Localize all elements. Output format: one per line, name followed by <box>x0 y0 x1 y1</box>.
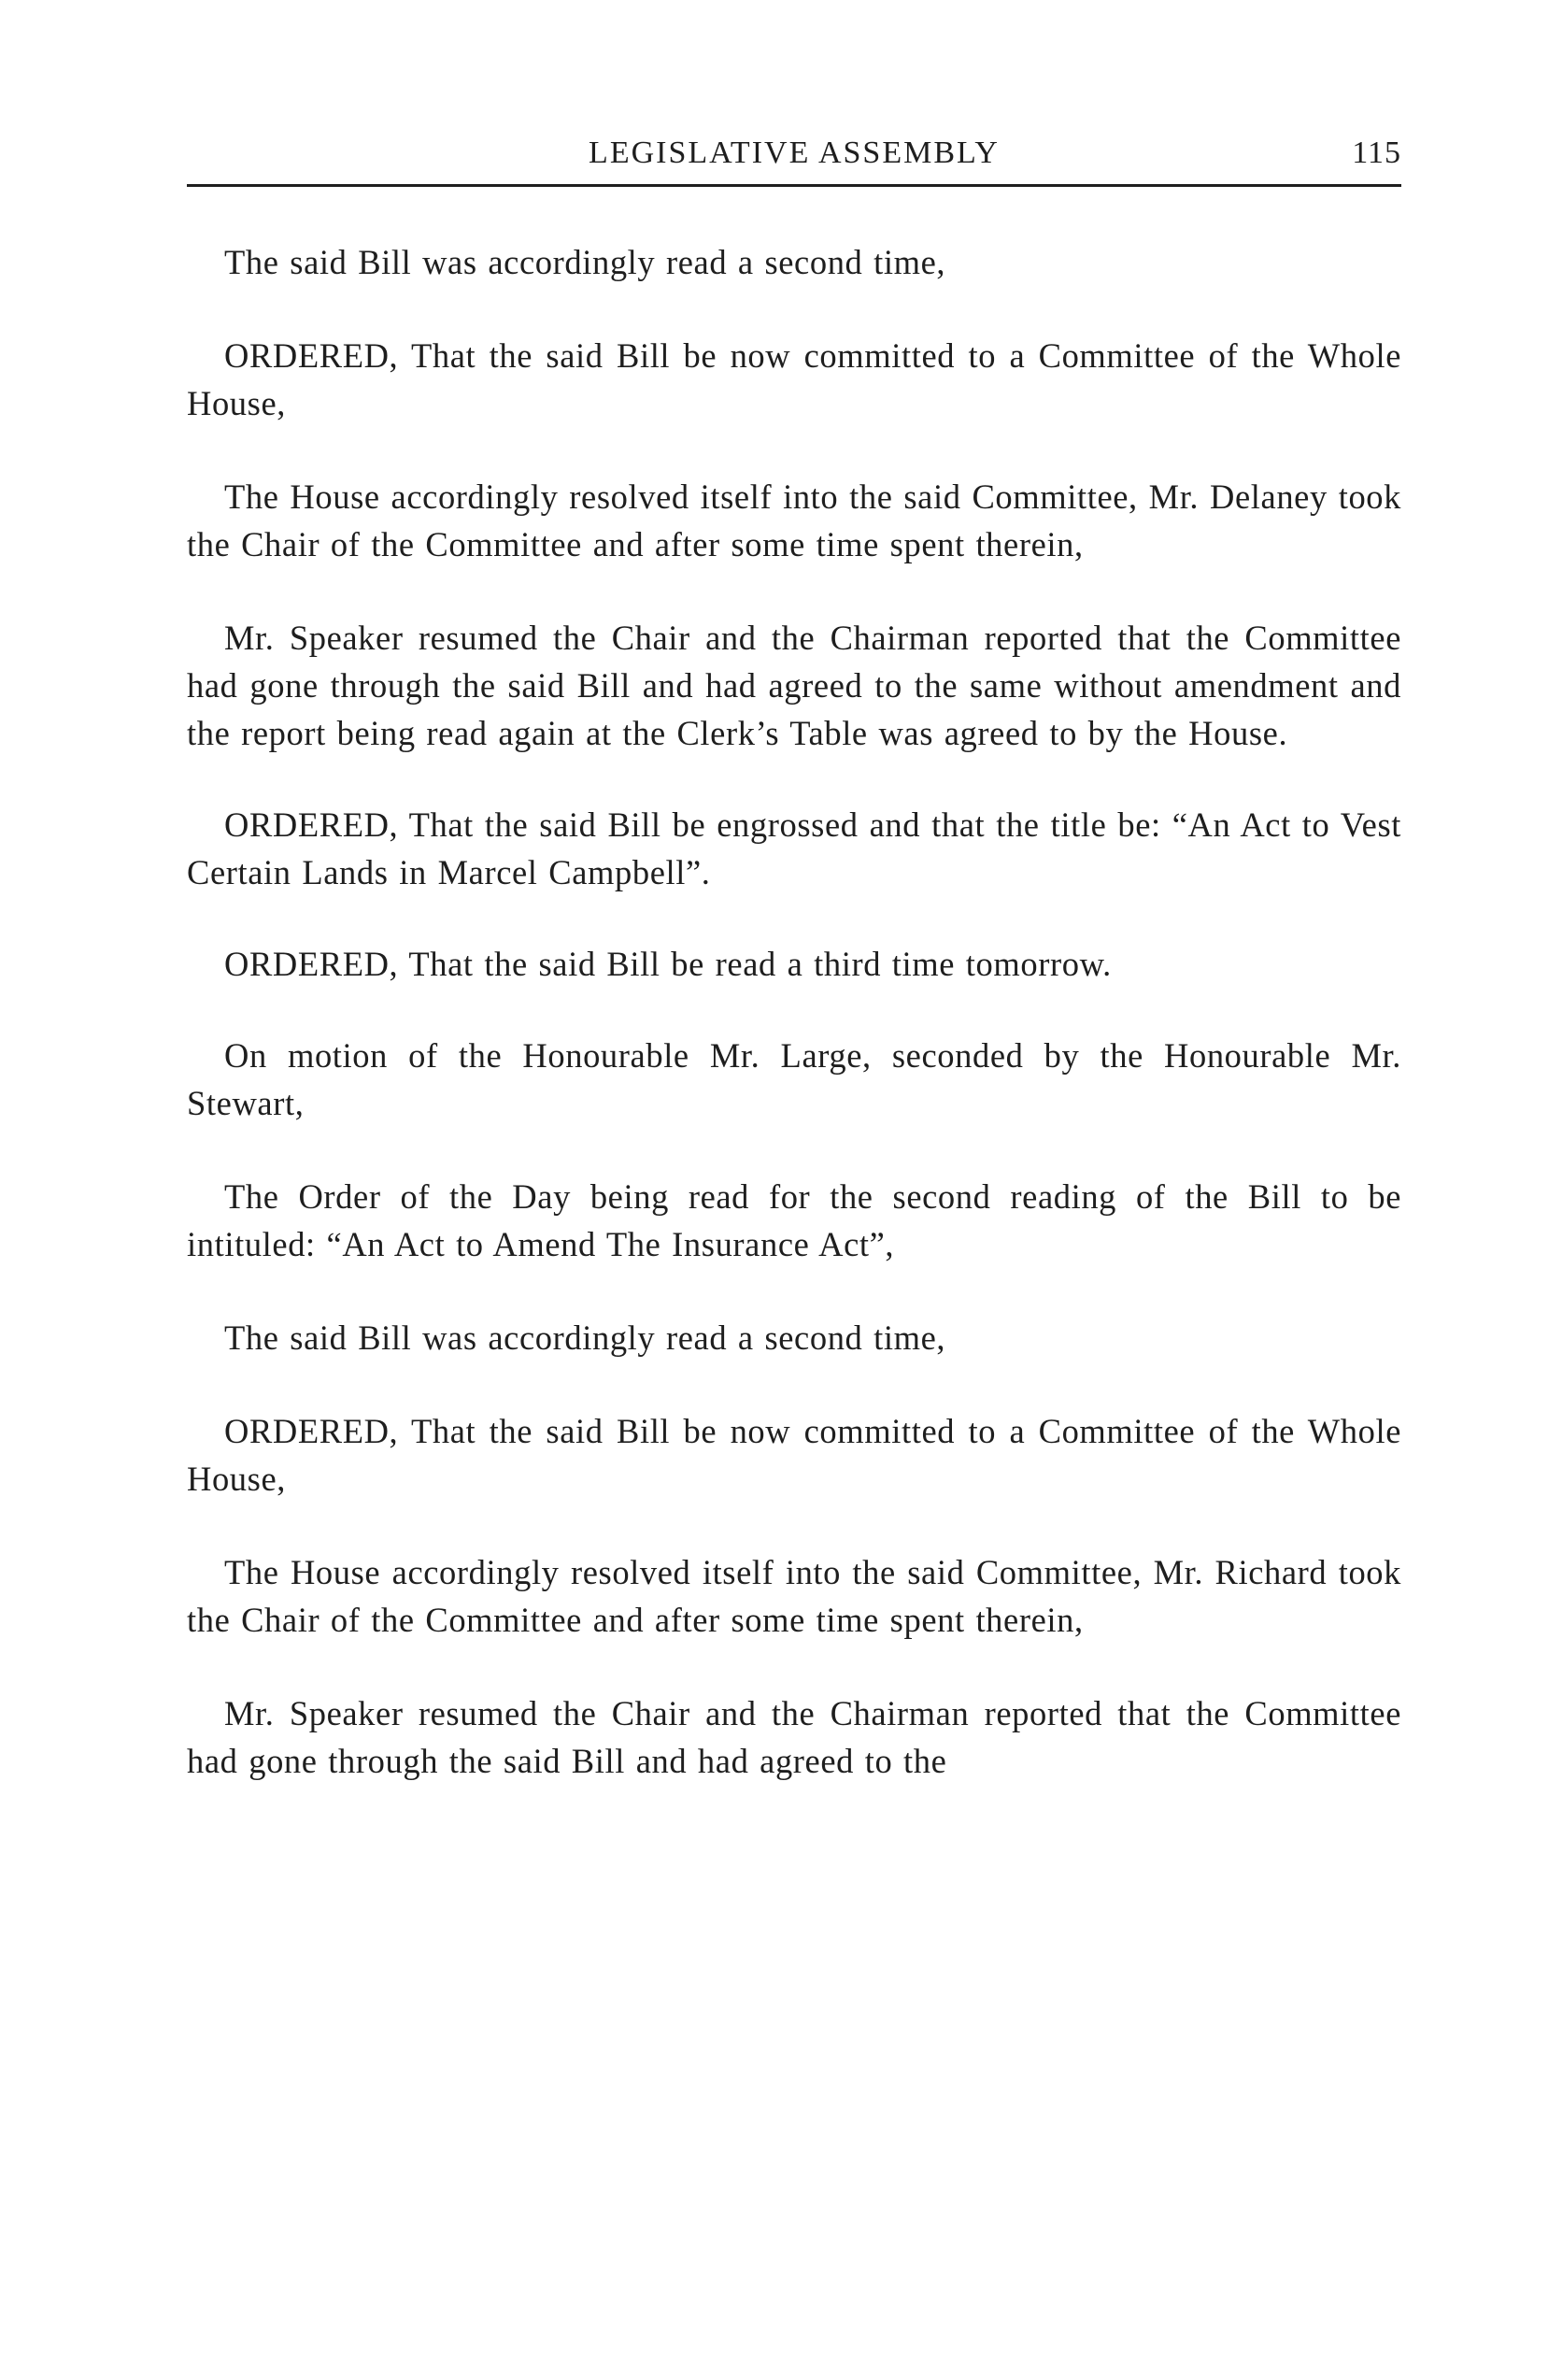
paragraph-second-reading-2: The said Bill was accordingly read a second time, <box>224 1318 946 1357</box>
paragraph-engrossed: ORDERED, That the said Bill be engrossed and that the title be: “An Act to Vest Certain Lands in Marcel Campbell”. <box>187 805 1401 891</box>
page-number: 115 <box>1352 135 1401 170</box>
paragraph-third-reading: ORDERED, That the said Bill be read a third time tomorrow. <box>224 945 1112 983</box>
paragraph-order-of-day: The Order of the Day being read for the second reading of the Bill to be intituled: “An Act to Amend The Insurance Act”, <box>187 1177 1401 1263</box>
running-title: LEGISLATIVE ASSEMBLY <box>589 135 1000 170</box>
paragraph-speaker-resumed: Mr. Speaker resumed the Chair and the Chairman reported that the Committee had gone through the said Bill and had agreed to the same without amendment and the report being read again at the Clerk’s Table was agreed to by the House. <box>187 619 1401 752</box>
paragraph-speaker-resumed-2: Mr. Speaker resumed the Chair and the Chairman reported that the Committee had gone through the said Bill and had agreed to the <box>187 1694 1401 1780</box>
paragraph-motion: On motion of the Honourable Mr. Large, seconded by the Honourable Mr. Stewart, <box>187 1036 1401 1122</box>
header-rule <box>187 184 1401 187</box>
paragraph-committed: ORDERED, That the said Bill be now committed to a Committee of the Whole House, <box>187 336 1401 422</box>
paragraph-committed-2: ORDERED, That the said Bill be now committed to a Committee of the Whole House, <box>187 1412 1401 1498</box>
page-body <box>187 238 1401 1785</box>
page-header <box>187 133 1401 189</box>
paragraph-second-reading: The said Bill was accordingly read a second time, <box>224 243 946 281</box>
paragraph-committee-resolved: The House accordingly resolved itself into the said Committee, Mr. Delaney took the Chair of the Committee and after some time spent therein, <box>187 477 1401 563</box>
paragraph-committee-resolved-2: The House accordingly resolved itself into the said Committee, Mr. Richard took the Chair of the Committee and after some time spent therein, <box>187 1553 1401 1639</box>
